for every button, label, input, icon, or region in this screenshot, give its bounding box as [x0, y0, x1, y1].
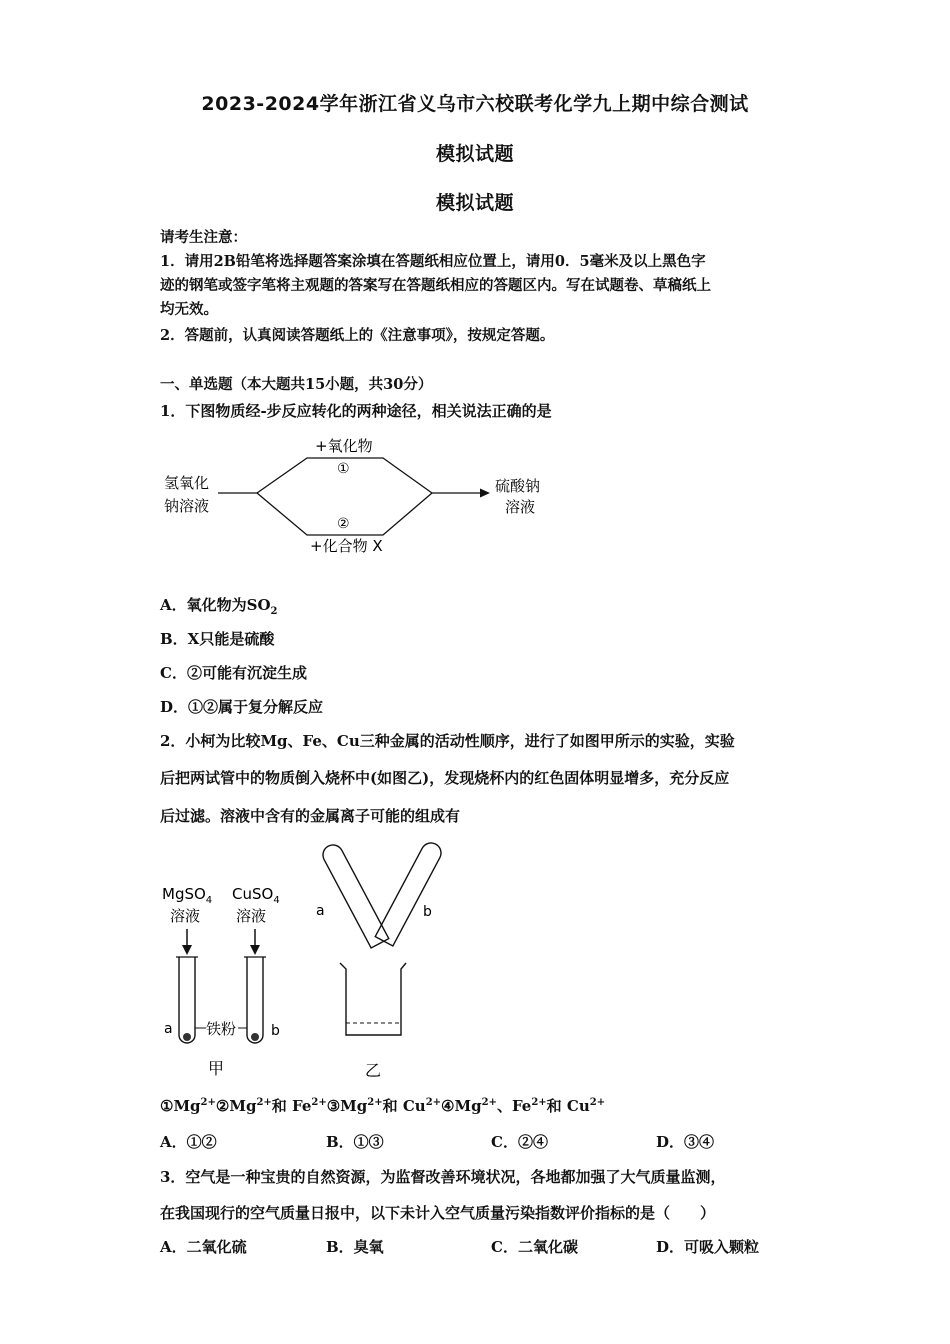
notice-item1-line3: 均无效。 — [160, 301, 218, 318]
page-subtitle: 模拟试题 — [435, 143, 514, 165]
q2-test-tube-b — [247, 957, 263, 1043]
q3-option-a[interactable]: A．二氧化硫 — [160, 1238, 247, 1256]
q2-label-a: a — [164, 1021, 173, 1037]
q2-caption-yi: 乙 — [365, 1061, 382, 1080]
q1-left-label-1: 氢氧化 — [164, 474, 210, 492]
q1-option-d[interactable]: D．①②属于复分解反应 — [160, 698, 324, 716]
q2-caption-jia: 甲 — [208, 1059, 225, 1078]
q2-test-tube-a — [179, 957, 195, 1043]
q2-tilted-label-a: a — [316, 903, 325, 919]
q3-stem-line1: 3．空气是一种宝贵的自然资源，为监督改善环境状况，各地都加强了大气质量监测， — [160, 1168, 726, 1186]
notice-item1-line1: 1．请用2B铅笔将选择题答案涂填在答题纸相应位置上，请用0．5毫米及以上黑色字 — [160, 253, 706, 270]
q2-label-b: b — [271, 1023, 280, 1039]
q2-beaker — [340, 963, 406, 1035]
section-heading: 一、单选题（本大题共15小题，共30分） — [160, 376, 433, 393]
q1-option-a[interactable]: A．氧化物为$SO_2$ — [160, 596, 278, 617]
q3-option-b[interactable]: B．臭氧 — [326, 1238, 384, 1256]
q2-cuso4-solution: 溶液 — [236, 907, 267, 925]
q2-experiment-figure — [150, 835, 450, 1085]
q2-arrow-b-head — [250, 945, 260, 955]
q1-arrow-head — [480, 489, 490, 498]
q2-tilted-label-b: b — [423, 904, 432, 920]
q2-iron-label: 铁粉 — [206, 1020, 237, 1038]
q1-bottom-label: +化合物 X — [310, 537, 383, 555]
q1-top-num: ① — [337, 461, 350, 477]
q1-bottom-num: ② — [337, 516, 350, 532]
q3-stem-line2: 在我国现行的空气质量日报中，以下未计入空气质量污染指数评价指标的是（ ） — [160, 1204, 716, 1222]
q2-tilted-tube-b — [375, 839, 444, 946]
q1-option-c[interactable]: C．②可能有沉淀生成 — [160, 664, 307, 682]
q1-left-label-2: 钠溶液 — [164, 497, 210, 515]
q2-mgso4-solution: 溶液 — [170, 907, 201, 925]
q1-top-label: +氧化物 — [315, 437, 373, 455]
q2-option-a[interactable]: A．①② — [160, 1133, 217, 1151]
page-subtitle-repeat: 模拟试题 — [435, 192, 514, 214]
q2-iron-powder-b — [251, 1033, 259, 1041]
notice-heading: 请考生注意： — [160, 229, 247, 246]
q1-stem: 1．下图物质经-步反应转化的两种途径，相关说法正确的是 — [160, 402, 552, 420]
page-title: 2023-2024学年浙江省义乌市六校联考化学九上期中综合测试 — [201, 93, 749, 115]
notice-item2: 2．答题前，认真阅读答题纸上的《注意事项》，按规定答题。 — [160, 327, 555, 344]
q2-stem-line3: 后过滤。溶液中含有的金属离子可能的组成有 — [160, 807, 461, 825]
q3-option-d[interactable]: D．可吸入颗粒 — [656, 1238, 760, 1256]
q1-right-label-2: 溶液 — [505, 498, 536, 516]
q2-arrow-a-head — [182, 945, 192, 955]
q2-mgso4-label: MgSO$_4$ — [162, 885, 213, 906]
q2-stem-line1: 2．小柯为比较Mg、Fe、Cu三种金属的活动性顺序，进行了如图甲所示的实验，实验 — [160, 732, 735, 750]
notice-item1-line2: 迹的钢笔或签字笔将主观题的答案写在答题纸相应的答题区内。写在试题卷、草稿纸上 — [160, 277, 711, 294]
q2-option-c[interactable]: C．②④ — [491, 1133, 548, 1151]
q3-option-c[interactable]: C．二氧化碳 — [491, 1238, 578, 1256]
q2-option-d[interactable]: D．③④ — [656, 1133, 715, 1151]
q2-ion-combinations: $①Mg^{2+}②Mg^{2+}$和 $Fe^{2+}③Mg^{2+}$和 $Cu^{2+}④Mg^{2+}$、$Fe^{2+}$和 $Cu^{2+}$ — [160, 1097, 606, 1115]
q2-option-b[interactable]: B．①③ — [326, 1133, 384, 1151]
q1-right-label-1: 硫酸钠 — [495, 477, 541, 495]
q1-reaction-diagram — [150, 430, 570, 560]
q1-option-b[interactable]: B．X只能是硫酸 — [160, 630, 275, 648]
q2-stem-line2: 后把两试管中的物质倒入烧杯中(如图乙)，发现烧杯内的红色固体明显增多，充分反应 — [160, 769, 730, 787]
q2-iron-powder-a — [183, 1033, 191, 1041]
q2-cuso4-label: CuSO$_4$ — [232, 885, 280, 906]
